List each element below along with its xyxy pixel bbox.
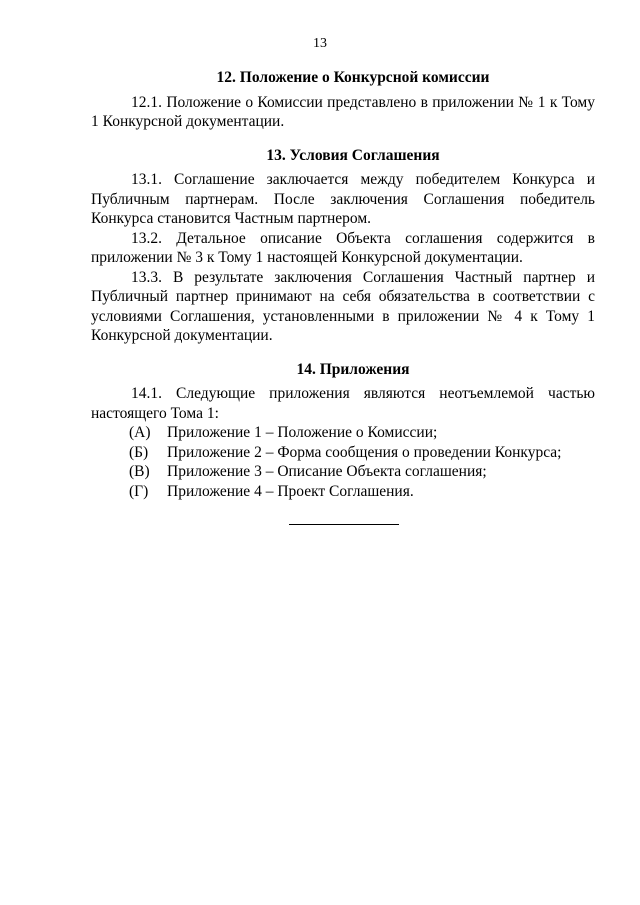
list-item [91, 443, 595, 463]
list-marker: (Б) [129, 443, 149, 461]
paragraph: 13.3. В результате заключения Соглашения Частный партнер и Публичный партнер принимают на себя обязательства в соответствии с условиями Соглашения, установленными в приложении № 4 к Тому 1 Конкурсной документации. [91, 268, 595, 344]
paragraph: 12.1. Положение о Комиссии представлено в приложении № 1 к Тому 1 Конкурсной документации. [91, 93, 595, 130]
end-separator-line [289, 524, 399, 525]
document-body [91, 68, 595, 501]
section-12 [91, 68, 595, 132]
section-title: 13. Условия Соглашения [266, 146, 440, 164]
section-spacer [91, 346, 595, 360]
section-title: 14. Приложения [296, 360, 410, 378]
list-item [91, 482, 595, 502]
list-text: Приложение 1 – Положение о Комиссии; [167, 424, 438, 441]
section-14 [91, 360, 595, 502]
list-text: Приложение 3 – Описание Объекта соглашения; [167, 463, 487, 480]
section-13 [91, 146, 595, 346]
appendix-list [91, 423, 595, 501]
paragraph: 14.1. Следующие приложения являются неотъемлемой частью настоящего Тома 1: [91, 385, 595, 422]
list-text: Приложение 4 – Проект Соглашения. [167, 482, 414, 500]
paragraph: 13.2. Детальное описание Объекта соглашения содержится в приложении № 3 к Тому 1 настоящей Конкурсной документации. [91, 229, 595, 266]
list-item [91, 462, 595, 482]
list-marker: (В) [129, 463, 150, 480]
list-item [91, 423, 595, 443]
paragraph: 13.1. Соглашение заключается между победителем Конкурса и Публичным партнерам. После заключения Соглашения победитель Конкурса становится Частным партнером. [91, 171, 595, 227]
list-text: Приложение 2 – Форма сообщения о проведении Конкурса; [167, 443, 562, 461]
list-marker: (А) [129, 424, 151, 441]
section-spacer [91, 132, 595, 146]
list-marker: (Г) [129, 482, 149, 500]
section-title: 12. Положение о Конкурсной комиссии [216, 69, 490, 86]
page-number: 13 [313, 36, 327, 51]
